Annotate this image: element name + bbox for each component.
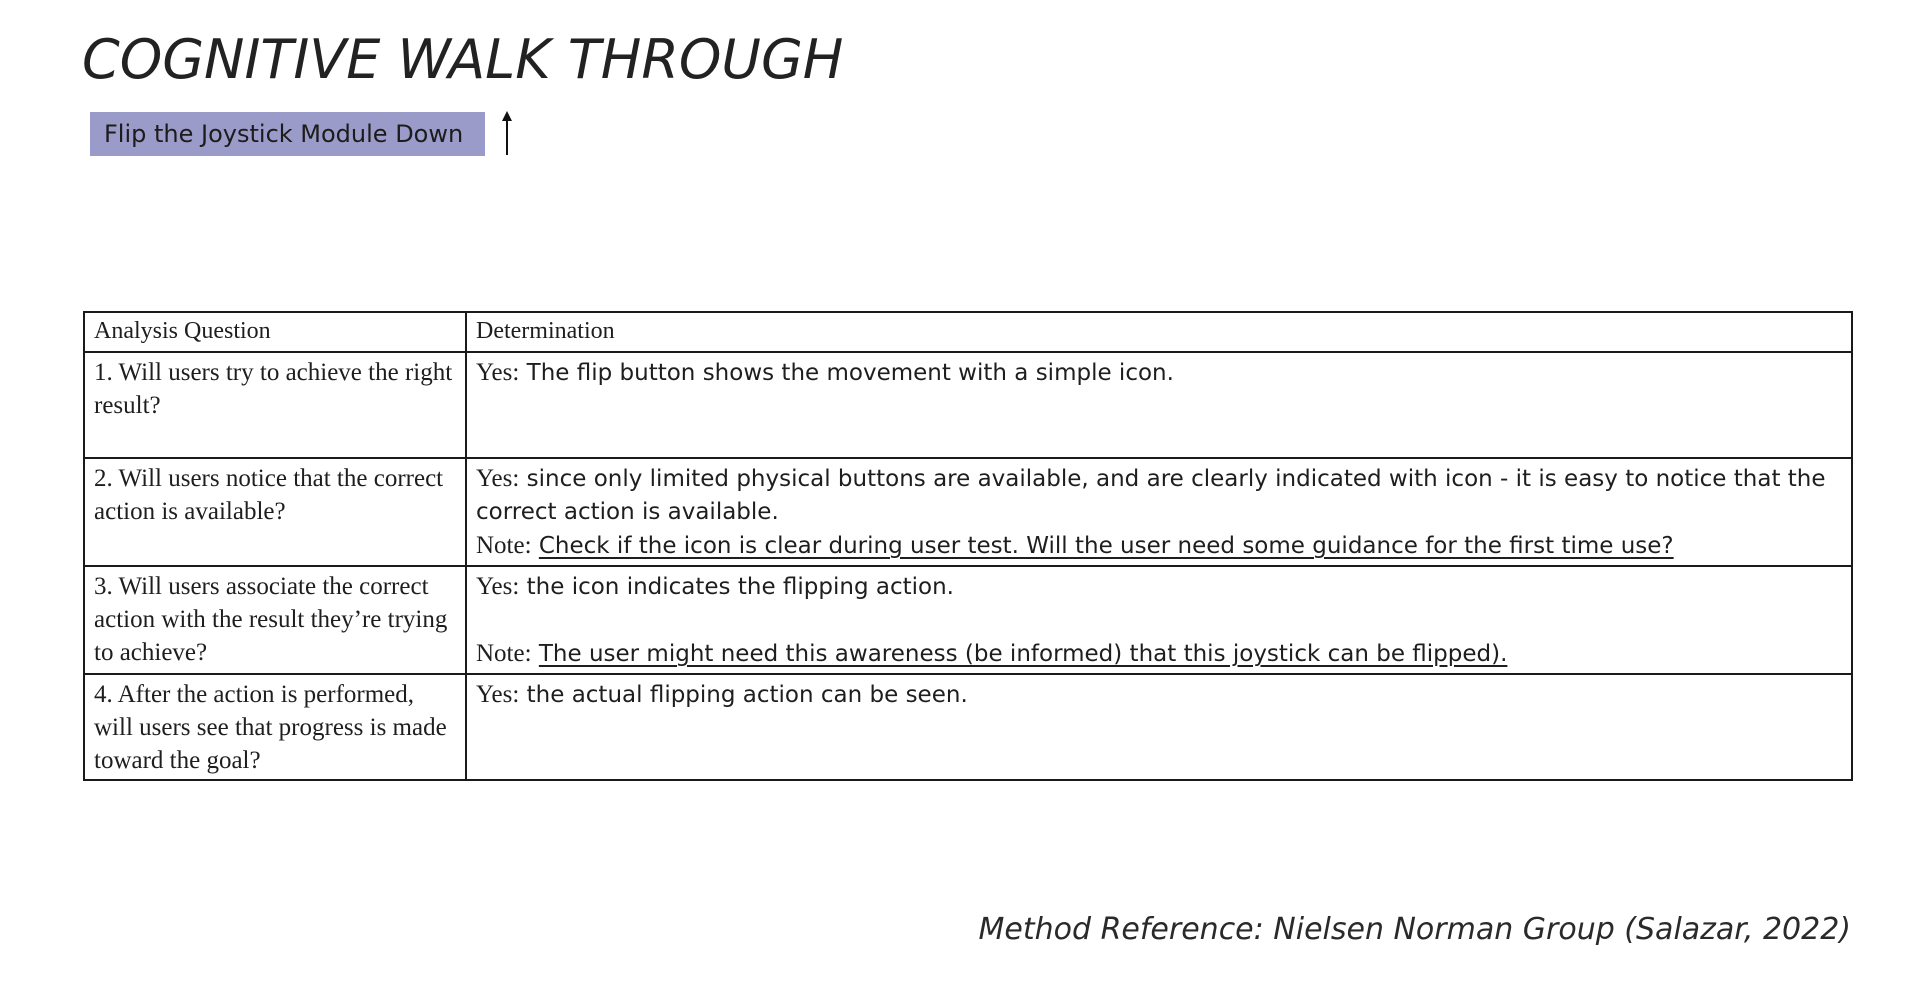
column-header-question: Analysis Question bbox=[84, 312, 466, 352]
task-label: Flip the Joystick Module Down bbox=[90, 112, 485, 156]
question-cell: 2. Will users notice that the correct action is available? bbox=[84, 458, 466, 566]
determination-cell bbox=[466, 566, 1852, 674]
cell-spacer bbox=[476, 604, 1842, 637]
note-text: The user might need this awareness (be informed) that this joystick can be flipped). bbox=[538, 641, 1508, 667]
note-text: Check if the icon is clear during user test. Will the user need some guidance for the first time use? bbox=[538, 533, 1674, 559]
determination-cell bbox=[466, 674, 1852, 780]
question-cell: 3. Will users associate the correct action with the result they’re trying to achieve? bbox=[84, 566, 466, 674]
table-row bbox=[84, 352, 1852, 458]
column-header-determination: Determination bbox=[466, 312, 1852, 352]
table-row bbox=[84, 458, 1852, 566]
arrow-up-icon bbox=[499, 111, 515, 157]
page-title: COGNITIVE WALK THROUGH bbox=[82, 28, 844, 91]
answer-text: The flip button shows the movement with a simple icon. bbox=[526, 360, 1174, 386]
question-cell: 4. After the action is performed, will users see that progress is made toward the goal? bbox=[84, 674, 466, 780]
answer-text: the actual flipping action can be seen. bbox=[526, 682, 968, 708]
method-reference: Method Reference: Nielsen Norman Group (Salazar, 2022) bbox=[978, 912, 1851, 947]
table-row bbox=[84, 566, 1852, 674]
task-row bbox=[90, 112, 515, 156]
note-prefix: Note: bbox=[476, 532, 532, 559]
answer-text: since only limited physical buttons are available, and are clearly indicated with icon - it is easy to notice that the correct action is available. bbox=[476, 466, 1826, 525]
analysis-table bbox=[83, 311, 1851, 781]
answer-prefix: Yes: bbox=[476, 573, 520, 600]
answer-prefix: Yes: bbox=[476, 359, 520, 386]
answer-prefix: Yes: bbox=[476, 681, 520, 708]
question-cell: 1. Will users try to achieve the right result? bbox=[84, 352, 466, 458]
determination-cell bbox=[466, 352, 1852, 458]
answer-prefix: Yes: bbox=[476, 465, 520, 492]
answer-text: the icon indicates the flipping action. bbox=[526, 574, 954, 600]
table-row bbox=[84, 674, 1852, 780]
determination-cell bbox=[466, 458, 1852, 566]
table-header-row bbox=[84, 312, 1852, 352]
note-prefix: Note: bbox=[476, 640, 532, 667]
